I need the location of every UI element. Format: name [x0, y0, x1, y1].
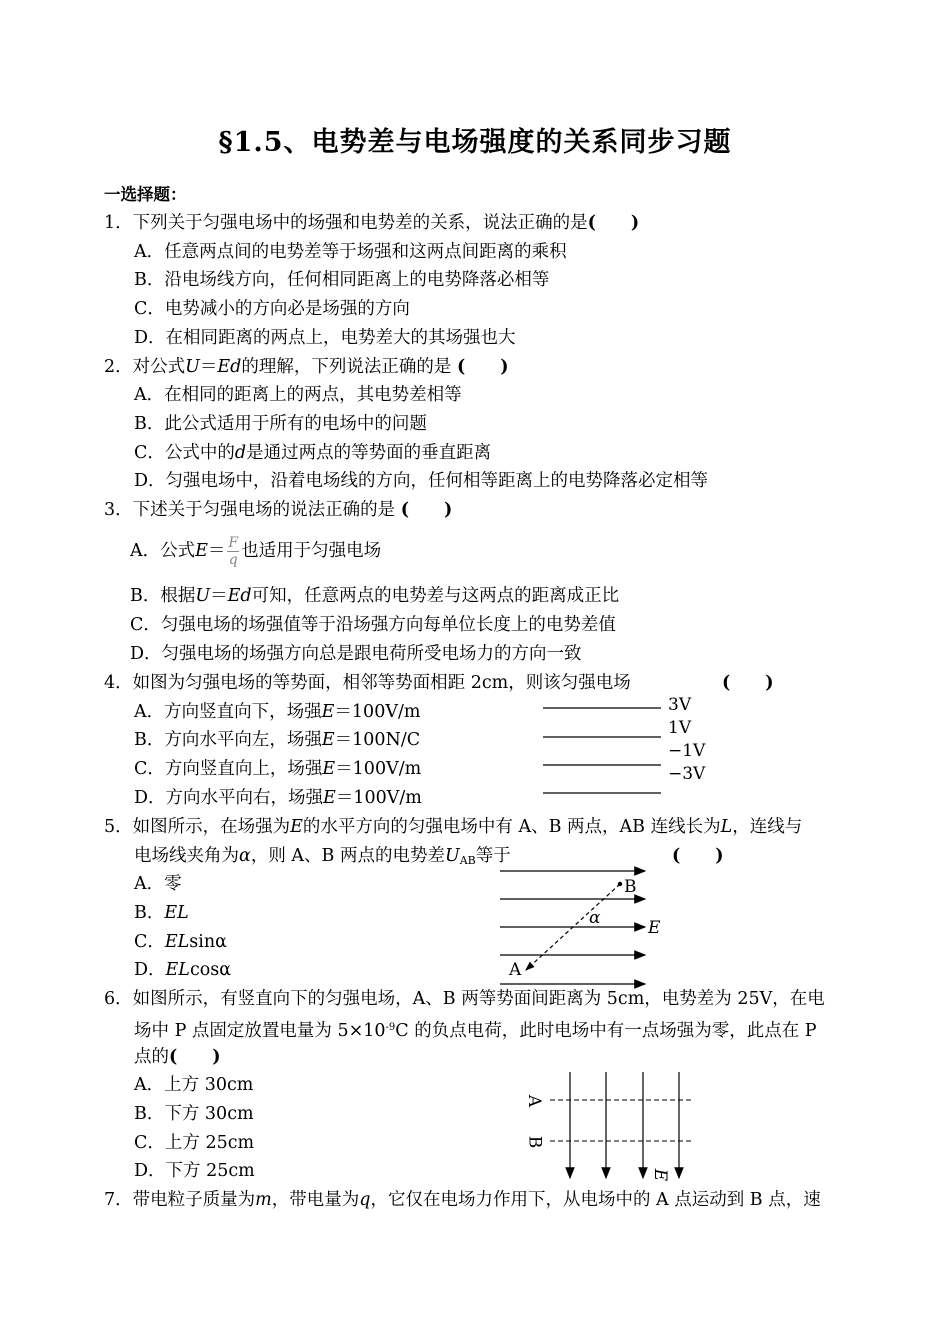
q1-option-c: C．电势减小的方向必是场强的方向 — [134, 299, 410, 319]
q4-answer-paren: ( ) — [722, 673, 774, 693]
potential-label-1v: 1V — [668, 718, 692, 738]
q4-option-b — [134, 729, 420, 751]
q4-option-b-value: ＝100N/C — [334, 730, 421, 750]
q3-answer-paren: ( ) — [400, 500, 453, 520]
q6-text-2: C 的负点电荷，此时电场中有一点场强为零，此点在 P — [395, 1021, 817, 1041]
q5-option-d-var: EL — [165, 960, 190, 980]
q4-option-c-value: ＝100V/m — [335, 759, 422, 779]
q3-option-c: C．匀强电场的场强值等于沿场强方向每单位长度上的电势差值 — [130, 615, 616, 635]
q3-option-b-text: B．根据 — [130, 586, 196, 606]
q3-option-a-var: E — [195, 541, 208, 561]
q4-equipotential-figure — [543, 700, 663, 800]
q6-exponent: -9 — [385, 1022, 396, 1033]
q7-text: 7．带电粒子质量为 — [104, 1190, 256, 1210]
q4-option-d-value: ＝100V/m — [335, 788, 422, 808]
q4-option-a — [134, 701, 420, 723]
q3-option-b — [130, 585, 619, 607]
q2-stem — [104, 356, 509, 378]
q5-option-d — [134, 959, 231, 981]
q5-option-c — [134, 931, 227, 953]
point-a-label: A — [509, 960, 522, 980]
q4-option-a-value: ＝100V/m — [334, 702, 421, 722]
q3-option-a-text-2: 也适用于匀强电场 — [241, 541, 382, 561]
q2-option-b: B．此公式适用于所有的电场中的问题 — [134, 414, 427, 434]
q3-fraction-numerator: F — [228, 535, 239, 551]
potential-label-3v: 3V — [668, 695, 692, 715]
point-b-dot — [618, 882, 622, 886]
q2-option-c — [134, 442, 491, 464]
q5-option-d-func: cosα — [189, 960, 232, 980]
q3-fraction — [227, 535, 239, 568]
q5-option-c-func: sinα — [189, 932, 227, 952]
q5-option-b — [134, 902, 189, 924]
q5-var-alpha: α — [239, 846, 251, 866]
q7-stem-line-1 — [104, 1189, 821, 1211]
q5-text-3: ，连线与 — [732, 817, 803, 837]
q2-stem-text: 2．对公式 — [104, 357, 186, 377]
q5-stem-line-2 — [134, 845, 511, 872]
q2-formula-ed: Ed — [217, 357, 242, 377]
q7-text-3: ，它仅在电场力作用下，从电场中的 A 点运动到 B 点，速 — [370, 1190, 821, 1210]
q3-stem — [104, 499, 452, 521]
q6-option-b: B．下方 30cm — [134, 1104, 254, 1124]
q3-option-a — [130, 531, 381, 571]
q4-option-c-var: E — [322, 759, 336, 779]
q6-answer-paren: ( ) — [169, 1047, 221, 1067]
q4-option-a-text: A．方向竖直向下，场强 — [134, 702, 322, 722]
q6-option-a: A．上方 30cm — [134, 1075, 254, 1095]
q7-text-2: ，带电量为 — [271, 1190, 360, 1210]
q5-text-6: 等于 — [475, 846, 511, 866]
q5-text-2: 的水平方向的匀强电场中有 A、B 两点，AB 连线长为 — [302, 817, 721, 837]
q5-text-5: ，则 A、B 两点的电势差 — [250, 846, 445, 866]
q5-option-c-label: C． — [134, 932, 165, 952]
q2-stem-text-2: 的理解，下列说法正确的是 — [241, 357, 452, 377]
q5-var-u: U — [444, 846, 460, 866]
q1-stem — [104, 212, 639, 234]
q2-option-c-text-2: 是通过两点的等势面的垂直距离 — [246, 443, 492, 463]
q6-text: 场中 P 点固定放置电量为 5×10 — [134, 1021, 386, 1041]
q5-text-4: 电场线夹角为 — [134, 846, 239, 866]
q2-option-c-var: d — [234, 443, 247, 463]
page-title: §1.5、电势差与电场强度的关系同步习题 — [218, 127, 732, 158]
potential-label-neg1v: −1V — [668, 741, 706, 761]
plane-a-label: A — [524, 1094, 545, 1108]
angle-alpha-label: α — [589, 908, 601, 928]
q5-text: 5．如图所示，在场强为 — [104, 817, 291, 837]
q2-answer-paren: ( ) — [456, 357, 509, 377]
q6-option-c: C．上方 25cm — [134, 1133, 255, 1153]
q2-option-c-text: C．公式中的 — [134, 443, 235, 463]
q2-formula-eq: ＝ — [199, 357, 218, 377]
q6-stem-line-1: 6．如图所示，有竖直向下的匀强电场，A、B 两等势面间距离为 5cm，电势差为 25V，在电 — [104, 989, 825, 1009]
q4-stem: 4．如图为匀强电场的等势面，相邻等势面相距 2cm，则该匀强电场 — [104, 673, 631, 693]
q3-option-b-var-u: U — [195, 586, 211, 606]
field-e-label-rotated: E — [650, 1168, 671, 1182]
q3-fraction-denominator: q — [228, 552, 238, 568]
q6-field-figure — [545, 1072, 695, 1182]
q5-stem-line-1 — [104, 816, 802, 838]
q4-option-d — [134, 787, 422, 809]
q2-option-d: D．匀强电场中，沿着电场线的方向，任何相等距离上的电势降落必定相等 — [134, 471, 709, 491]
q3-option-a-eq: ＝ — [207, 541, 226, 561]
q7-var-q: q — [359, 1190, 371, 1210]
q3-option-d: D．匀强电场的场强方向总是跟电荷所受电场力的方向一致 — [130, 644, 582, 664]
q1-option-b: B．沿电场线方向，任何相同距离上的电势降落必相等 — [134, 270, 550, 290]
q6-stem-line-2 — [134, 1017, 817, 1042]
q5-option-b-label: B． — [134, 903, 165, 923]
q1-option-d: D．在相同距离的两点上，电势差大的其场强也大 — [134, 328, 516, 348]
q1-option-a: A．任意两点间的电势差等于场强和这两点间距离的乘积 — [134, 242, 567, 262]
q6-stem-line-3 — [134, 1046, 221, 1068]
q3-option-a-text: A．公式 — [130, 541, 196, 561]
q6-text-3: 点的 — [134, 1047, 169, 1067]
q5-var-l: L — [720, 817, 733, 837]
q1-answer-paren: ( ) — [587, 213, 640, 233]
q3-option-b-eq: ＝ — [210, 586, 228, 606]
q4-option-b-text: B．方向水平向左，场强 — [134, 730, 322, 750]
q3-option-b-text-2: 可知，任意两点的电势差与这两点的距离成正比 — [251, 586, 620, 606]
section-heading: 一选择题： — [104, 185, 187, 204]
q1-stem-text: 1．下列关于匀强电场中的场强和电势差的关系，说法正确的是 — [104, 213, 588, 233]
q4-option-b-var: E — [321, 730, 335, 750]
plane-b-label: B — [524, 1135, 545, 1149]
q5-answer-paren: ( ) — [672, 846, 724, 866]
q4-option-d-text: D．方向水平向右，场强 — [134, 788, 324, 808]
q5-option-a: A．零 — [134, 874, 182, 894]
q4-option-c-text: C．方向竖直向上，场强 — [134, 759, 323, 779]
q5-option-d-label: D． — [134, 960, 166, 980]
q5-option-c-var: EL — [164, 932, 190, 952]
q4-option-a-var: E — [321, 702, 335, 722]
field-e-label: E — [648, 918, 661, 938]
q5-option-b-var: EL — [164, 903, 189, 923]
q2-formula-u: U — [185, 357, 200, 377]
q4-option-c — [134, 758, 421, 780]
q5-subscript-ab: AB — [459, 854, 476, 867]
point-b-label: B — [624, 877, 637, 897]
q5-var-e: E — [290, 817, 303, 837]
q4-option-d-var: E — [323, 788, 336, 808]
q2-option-a: A．在相同的距离上的两点，其电势差相等 — [134, 385, 462, 405]
q3-stem-text: 3．下述关于匀强电场的说法正确的是 — [104, 500, 396, 520]
potential-label-neg3v: −3V — [668, 764, 706, 784]
q7-var-m: m — [255, 1190, 272, 1210]
q6-option-d: D．下方 25cm — [134, 1161, 255, 1181]
q3-option-b-var-ed: Ed — [227, 586, 252, 606]
